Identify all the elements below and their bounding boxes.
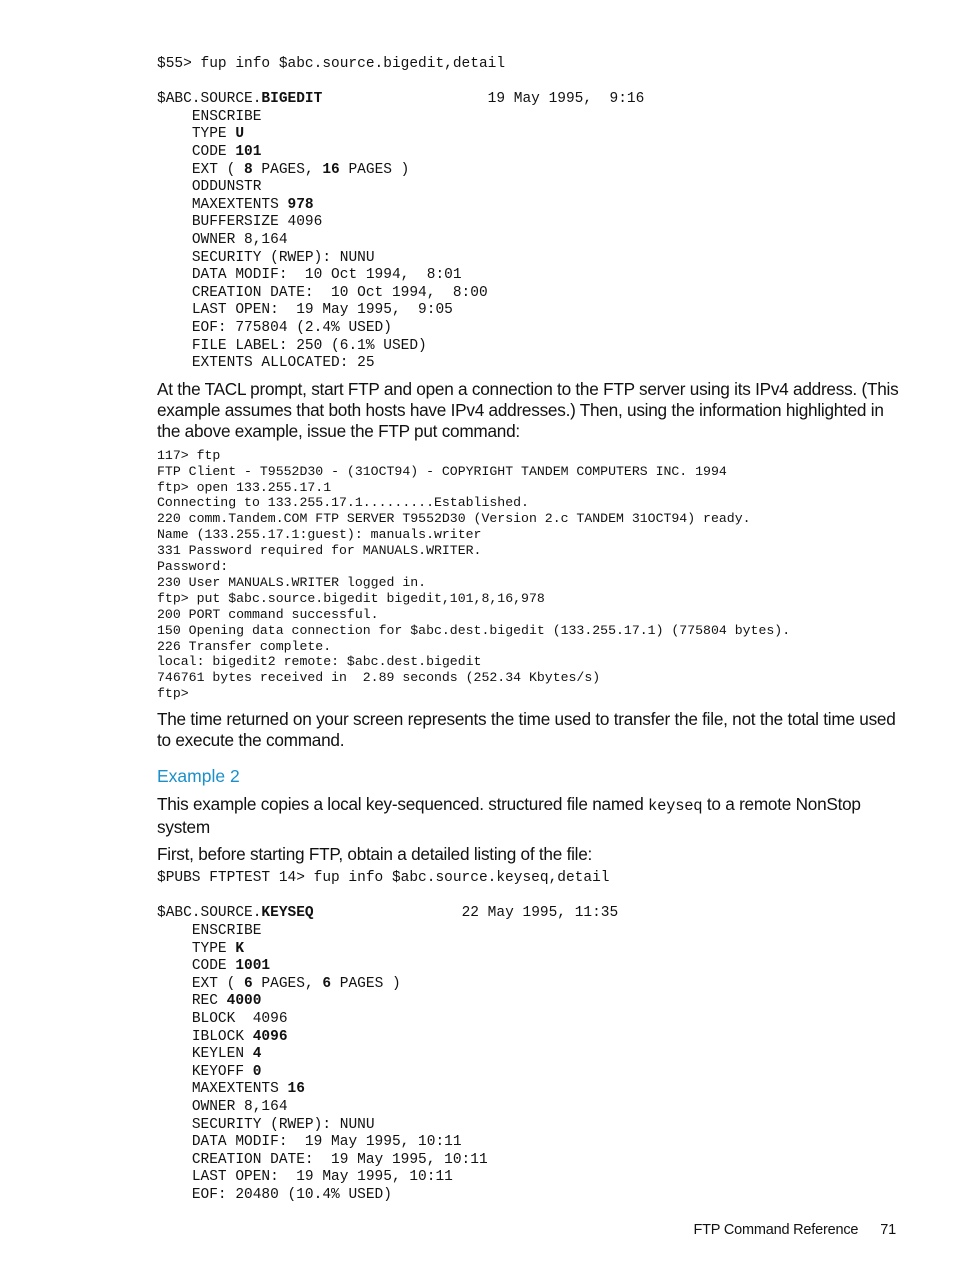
paragraph-first: First, before starting FTP, obtain a detailed listing of the file:	[157, 844, 593, 865]
fup-command-2: $PUBS FTPTEST 14> fup info $abc.source.keyseq,detail	[157, 870, 610, 887]
file-name-bold: BIGEDIT	[261, 91, 323, 108]
file-date: 19 May 1995, 9:16	[487, 91, 645, 108]
ext-secondary: 16	[322, 161, 340, 178]
file-name-prefix: $ABC.SOURCE.	[157, 91, 262, 108]
file-name-bold-keyseq: KEYSEQ	[261, 905, 314, 922]
code-value: 101	[235, 143, 262, 160]
page-body	[157, 56, 902, 1204]
section-heading-example-2: Example 2	[157, 766, 240, 787]
ftp-session-output: 117> ftp FTP Client - T9552D30 - (31OCT94) - COPYRIGHT TANDEM COMPUTERS INC. 1994 ftp> open 133.255.17.1 Connecting to 133.255.17.1.........Established. 220 comm.Tandem.COM FTP SERVER T9552D30 (Version 2.c TANDEM 31OCT94) ready. Name (133.255.17.1:guest): manuals.writer 331 Password required for MANUALS.WRITER. Password: 230 User MANUALS.WRITER logged in. ftp> put $abc.source.bigedit bigedit,101,8,16,978 200 PORT command successful. 150 Opening data connection for $abc.dest.bigedit (133.255.17.1) (775804 bytes). 226 Transfer complete. local: bigedit2 remote: $abc.dest.bigedit 746761 bytes received in 2.89 seconds (252.34 Kbytes/s) ftp>	[157, 447, 791, 702]
fup-command-1: $55> fup info $abc.source.bigedit,detail	[157, 56, 506, 72]
bigedit-listing: $55> fup info $abc.source.bigedit,detail $ABC.SOURCE.BIGEDIT 19 May 1995, 9:16 ENSCRIBE TYPE U CODE 101 EXT ( 8 PAGES, 16 PAGES ) ODDUNSTR MAXEXTENTS 978 BUFFERSIZE 4096 OWNER 8,164 SECURITY (RWEP): NUNU DATA MODIF: 10 Oct 1994, 8:01 CREATION DATE: 10 Oct 1994, 8:00 LAST OPEN: 19 May 1995, 9:05 EOF: 775804 (2.4% USED) FILE LABEL: 250 (6.1% USED) EXTENTS ALLOCATED: 25	[157, 56, 645, 372]
page-number: 71	[880, 1222, 896, 1238]
type-value: U	[235, 126, 245, 143]
inline-code-keyseq: keyseq	[648, 797, 703, 816]
keyseq-listing: $PUBS FTPTEST 14> fup info $abc.source.keyseq,detail $ABC.SOURCE.KEYSEQ 22 May 1995, 11:35 ENSCRIBE TYPE K CODE 1001 EXT ( 6 PAGES, 6 PAGES ) REC 4000 BLOCK 4096 IBLOCK 4096 KEYLEN 4 KEYOFF 0 MAXEXTENTS 16 OWNER 8,164 SECURITY (RWEP): NUNU DATA MODIF: 19 May 1995, 10:11 CREATION DATE: 19 May 1995, 10:11 LAST OPEN: 19 May 1995, 10:11 EOF: 20480 (10.4% USED)	[157, 870, 619, 1203]
maxextents-value: 978	[287, 196, 314, 213]
file-format: ENSCRIBE	[191, 108, 262, 125]
paragraph-example-2: This example copies a local key-sequenced. structured file named keyseq to a remote NonStop system	[157, 794, 861, 838]
paragraph-time: The time returned on your screen represents the time used to transfer the file, not the total time used to execute the command.	[157, 709, 896, 751]
page-footer	[693, 1222, 896, 1238]
ext-primary: 8	[244, 161, 253, 178]
footer-title: FTP Command Reference	[693, 1222, 859, 1238]
paragraph-tacl: At the TACL prompt, start FTP and open a connection to the FTP server using its IPv4 address. (This example assumes that both hosts have IPv4 addresses.) Then, using the information highlighted in the above example, issue the FTP put command:	[157, 378, 899, 441]
